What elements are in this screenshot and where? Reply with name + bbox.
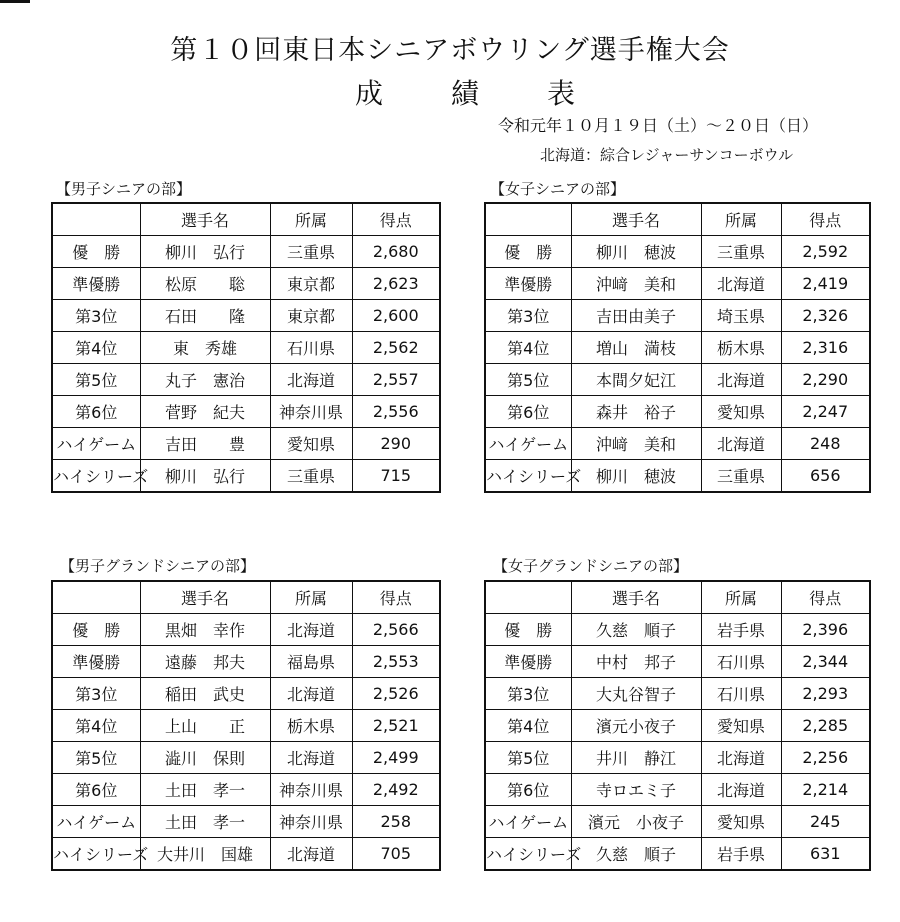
event-venue: 北海道：綜合レジャーサンコーボウル [540, 146, 794, 164]
affiliation-cell: 愛知県 [270, 428, 352, 460]
score-cell: 248 [781, 428, 870, 460]
player-cell: 柳川 穂波 [571, 236, 701, 268]
table-row [485, 710, 870, 742]
table-row [52, 460, 440, 493]
table-row [52, 428, 440, 460]
header-affiliation: 所属 [701, 581, 781, 614]
player-cell: 柳川 弘行 [140, 460, 270, 493]
rank-cell: ハイシリーズ [52, 460, 140, 493]
header-rank [52, 581, 140, 614]
header-player: 選手名 [140, 581, 270, 614]
table-row [52, 774, 440, 806]
score-cell: 705 [352, 838, 440, 871]
table-row [485, 332, 870, 364]
corner-mark [0, 0, 30, 3]
player-cell: 久慈 順子 [571, 614, 701, 646]
player-cell: 丸子 憲治 [140, 364, 270, 396]
rank-cell: 準優勝 [485, 646, 571, 678]
rank-cell: 第3位 [485, 300, 571, 332]
rank-cell: 第4位 [52, 710, 140, 742]
affiliation-cell: 栃木県 [701, 332, 781, 364]
rank-cell: 準優勝 [52, 268, 140, 300]
score-cell: 631 [781, 838, 870, 871]
results-table-women-senior [484, 202, 871, 493]
player-cell: 柳川 穂波 [571, 460, 701, 493]
header-score: 得点 [781, 203, 870, 236]
affiliation-cell: 北海道 [270, 364, 352, 396]
player-cell: 沖﨑 美和 [571, 428, 701, 460]
rank-cell: ハイシリーズ [485, 838, 571, 871]
rank-cell: 第3位 [52, 300, 140, 332]
section-label-women-senior: 【女子シニアの部】 [490, 180, 626, 198]
table-row [485, 742, 870, 774]
affiliation-cell: 愛知県 [701, 710, 781, 742]
score-cell: 2,293 [781, 678, 870, 710]
score-cell: 2,566 [352, 614, 440, 646]
score-cell: 2,600 [352, 300, 440, 332]
player-cell: 久慈 順子 [571, 838, 701, 871]
section-label-men-grand-senior: 【男子グランドシニアの部】 [60, 557, 256, 575]
section-label-women-grand-senior: 【女子グランドシニアの部】 [493, 557, 689, 575]
document-subtitle [355, 72, 575, 112]
header-rank [52, 203, 140, 236]
table-header-row [52, 581, 440, 614]
affiliation-cell: 三重県 [270, 460, 352, 493]
player-cell: 菅野 紀夫 [140, 396, 270, 428]
table-row [52, 678, 440, 710]
rank-cell: ハイシリーズ [52, 838, 140, 871]
player-cell: 稲田 武史 [140, 678, 270, 710]
affiliation-cell: 北海道 [270, 742, 352, 774]
score-cell: 2,521 [352, 710, 440, 742]
affiliation-cell: 愛知県 [701, 806, 781, 838]
player-cell: 増山 満枝 [571, 332, 701, 364]
score-cell: 2,499 [352, 742, 440, 774]
score-cell: 2,623 [352, 268, 440, 300]
player-cell: 大井川 国雄 [140, 838, 270, 871]
section-label-men-senior: 【男子シニアの部】 [56, 180, 192, 198]
table-row [485, 268, 870, 300]
affiliation-cell: 北海道 [270, 614, 352, 646]
score-cell: 2,256 [781, 742, 870, 774]
score-cell: 290 [352, 428, 440, 460]
rank-cell: 準優勝 [485, 268, 571, 300]
header-rank [485, 203, 571, 236]
rank-cell: 第5位 [485, 364, 571, 396]
header-score: 得点 [781, 581, 870, 614]
affiliation-cell: 東京都 [270, 268, 352, 300]
score-cell: 2,562 [352, 332, 440, 364]
affiliation-cell: 愛知県 [701, 396, 781, 428]
score-cell: 2,419 [781, 268, 870, 300]
rank-cell: 第4位 [485, 710, 571, 742]
table-header-row [485, 203, 870, 236]
affiliation-cell: 埼玉県 [701, 300, 781, 332]
score-cell: 2,214 [781, 774, 870, 806]
rank-cell: 第3位 [485, 678, 571, 710]
affiliation-cell: 神奈川県 [270, 806, 352, 838]
score-cell: 2,556 [352, 396, 440, 428]
header-player: 選手名 [571, 581, 701, 614]
rank-cell: 優 勝 [52, 236, 140, 268]
table-header-row [485, 581, 870, 614]
score-cell: 2,492 [352, 774, 440, 806]
rank-cell: ハイゲーム [52, 428, 140, 460]
player-cell: 土田 孝一 [140, 806, 270, 838]
rank-cell: 第6位 [52, 396, 140, 428]
table-row [52, 396, 440, 428]
subtitle-char: 成 [355, 77, 384, 110]
table-row [485, 806, 870, 838]
header-score: 得点 [352, 203, 440, 236]
score-cell: 2,592 [781, 236, 870, 268]
score-cell: 2,526 [352, 678, 440, 710]
table-row [52, 838, 440, 871]
affiliation-cell: 栃木県 [270, 710, 352, 742]
table-row [485, 396, 870, 428]
rank-cell: ハイゲーム [52, 806, 140, 838]
score-cell: 245 [781, 806, 870, 838]
score-cell: 258 [352, 806, 440, 838]
rank-cell: 第5位 [52, 742, 140, 774]
header-affiliation: 所属 [270, 581, 352, 614]
affiliation-cell: 東京都 [270, 300, 352, 332]
rank-cell: 第6位 [52, 774, 140, 806]
rank-cell: 第3位 [52, 678, 140, 710]
affiliation-cell: 北海道 [701, 774, 781, 806]
header-player: 選手名 [140, 203, 270, 236]
subtitle-char: 表 [546, 77, 575, 110]
rank-cell: ハイゲーム [485, 806, 571, 838]
rank-cell: 第4位 [52, 332, 140, 364]
affiliation-cell: 石川県 [701, 646, 781, 678]
rank-cell: 第5位 [52, 364, 140, 396]
affiliation-cell: 北海道 [701, 364, 781, 396]
results-table-men-grand-senior [51, 580, 441, 871]
table-row [485, 838, 870, 871]
score-cell: 2,316 [781, 332, 870, 364]
header-player: 選手名 [571, 203, 701, 236]
score-cell: 2,285 [781, 710, 870, 742]
rank-cell: 第6位 [485, 774, 571, 806]
table-row [485, 236, 870, 268]
score-cell: 2,396 [781, 614, 870, 646]
player-cell: 石田 隆 [140, 300, 270, 332]
table-row [52, 364, 440, 396]
rank-cell: 優 勝 [485, 614, 571, 646]
affiliation-cell: 石川県 [701, 678, 781, 710]
rank-cell: 優 勝 [485, 236, 571, 268]
rank-cell: ハイゲーム [485, 428, 571, 460]
player-cell: 上山 正 [140, 710, 270, 742]
table-row [52, 236, 440, 268]
score-cell: 2,557 [352, 364, 440, 396]
table-row [485, 646, 870, 678]
table-row [52, 614, 440, 646]
table-row [52, 332, 440, 364]
score-cell: 2,344 [781, 646, 870, 678]
table-row [485, 678, 870, 710]
table-row [485, 774, 870, 806]
player-cell: 森井 裕子 [571, 396, 701, 428]
table-row [485, 428, 870, 460]
score-cell: 2,290 [781, 364, 870, 396]
player-cell: 井川 静江 [571, 742, 701, 774]
affiliation-cell: 神奈川県 [270, 774, 352, 806]
table-row [52, 806, 440, 838]
player-cell: 沖﨑 美和 [571, 268, 701, 300]
rank-cell: 第5位 [485, 742, 571, 774]
table-row [52, 742, 440, 774]
event-date: 令和元年１０月１９日（土）～２０日（日） [498, 116, 819, 135]
table-row [52, 300, 440, 332]
score-cell: 2,247 [781, 396, 870, 428]
table-row [485, 460, 870, 493]
score-cell: 656 [781, 460, 870, 493]
header-rank [485, 581, 571, 614]
player-cell: 寺ロエミ子 [571, 774, 701, 806]
player-cell: 柳川 弘行 [140, 236, 270, 268]
table-row [52, 646, 440, 678]
subtitle-char: 績 [450, 77, 479, 110]
player-cell: 本間夕妃江 [571, 364, 701, 396]
header-affiliation: 所属 [270, 203, 352, 236]
affiliation-cell: 三重県 [270, 236, 352, 268]
player-cell: 濱元 小夜子 [571, 806, 701, 838]
table-row [485, 614, 870, 646]
document-title: 第１０回東日本シニアボウリング選手権大会 [170, 35, 730, 66]
affiliation-cell: 北海道 [701, 428, 781, 460]
rank-cell: 第4位 [485, 332, 571, 364]
table-row [485, 300, 870, 332]
affiliation-cell: 岩手県 [701, 838, 781, 871]
player-cell: 中村 邦子 [571, 646, 701, 678]
affiliation-cell: 北海道 [701, 268, 781, 300]
player-cell: 吉田 豊 [140, 428, 270, 460]
table-row [485, 364, 870, 396]
affiliation-cell: 北海道 [270, 838, 352, 871]
rank-cell: 第6位 [485, 396, 571, 428]
player-cell: 澁川 保則 [140, 742, 270, 774]
player-cell: 土田 孝一 [140, 774, 270, 806]
score-cell: 2,326 [781, 300, 870, 332]
score-cell: 2,680 [352, 236, 440, 268]
affiliation-cell: 三重県 [701, 236, 781, 268]
rank-cell: 準優勝 [52, 646, 140, 678]
table-header-row [52, 203, 440, 236]
player-cell: 黒畑 幸作 [140, 614, 270, 646]
affiliation-cell: 岩手県 [701, 614, 781, 646]
rank-cell: 優 勝 [52, 614, 140, 646]
affiliation-cell: 北海道 [701, 742, 781, 774]
results-table-men-senior [51, 202, 441, 493]
header-affiliation: 所属 [701, 203, 781, 236]
player-cell: 大丸谷智子 [571, 678, 701, 710]
score-cell: 715 [352, 460, 440, 493]
table-row [52, 710, 440, 742]
affiliation-cell: 北海道 [270, 678, 352, 710]
score-cell: 2,553 [352, 646, 440, 678]
player-cell: 濱元小夜子 [571, 710, 701, 742]
table-row [52, 268, 440, 300]
header-score: 得点 [352, 581, 440, 614]
player-cell: 東 秀雄 [140, 332, 270, 364]
affiliation-cell: 福島県 [270, 646, 352, 678]
player-cell: 遠藤 邦夫 [140, 646, 270, 678]
player-cell: 吉田由美子 [571, 300, 701, 332]
player-cell: 松原 聡 [140, 268, 270, 300]
affiliation-cell: 三重県 [701, 460, 781, 493]
rank-cell: ハイシリーズ [485, 460, 571, 493]
affiliation-cell: 石川県 [270, 332, 352, 364]
results-table-women-grand-senior [484, 580, 871, 871]
affiliation-cell: 神奈川県 [270, 396, 352, 428]
